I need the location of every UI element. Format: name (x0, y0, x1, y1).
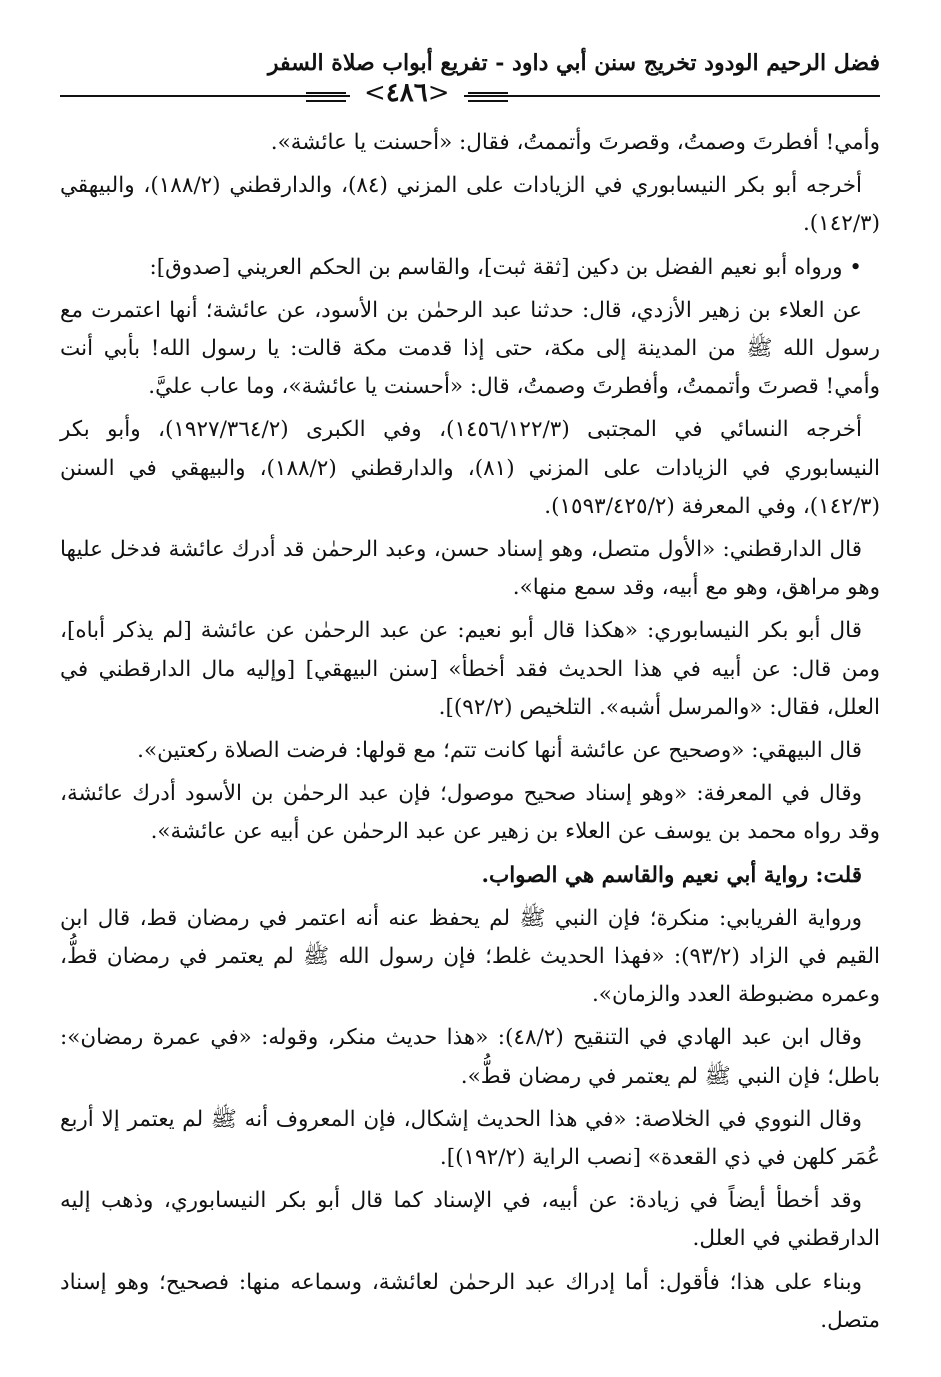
paragraph: قال الدارقطني: «الأول متصل، وهو إسناد حسن، وعبد الرحمٰن قد أدرك عائشة فدخل عليها وهو مراهق، وهو مع أبيه، وقد سمع منها». (60, 537, 880, 601)
ornament-right (468, 92, 508, 102)
ornament-left (306, 92, 346, 102)
paragraph: عن العلاء بن زهير الأزدي، قال: حدثنا عبد الرحمٰن بن الأسود، عن عائشة؛ أنها اعتمرت مع رسول الله ﷺ من المدينة إلى مكة، حتى إذا قدمت مكة قالت: يا رسول الله! بأبي أنت وأمي! قصرتَ وأتممتُ، وأفطرتَ وصمتُ، قال: «أحسنت يا عائشة»، وما عاب عليَّ. (60, 297, 880, 400)
paragraph: قال البيهقي: «وصحيح عن عائشة أنها كانت تتم؛ مع قولها: فرضت الصلاة ركعتين». (137, 738, 862, 764)
paragraph: قلت: رواية أبي نعيم والقاسم هي الصواب. (481, 862, 862, 888)
paragraph: وقال النووي في الخلاصة: «في هذا الحديث إشكال، فإن المعروف أنه ﷺ لم يعتمر إلا أربع عُمَر كلهن في ذي القعدة» [نصب الراية (١٩٢/٢)]. (60, 1106, 880, 1171)
paragraph: أخرجه النسائي في المجتبى (١٤٥٦/١٢٢/٣)، وفي الكبرى (١٩٢٧/٣٦٤/٢)، وأبو بكر النيسابوري في الزيادات على المزني (٨١)، والدارقطني (١٨٨/٢)، والبيهقي في السنن (١٤٢/٣)، وفي المعرفة (١٥٩٣/٤٢٥/٢). (60, 417, 880, 519)
paragraph: وقال في المعرفة: «وهو إسناد صحيح موصول؛ فإن عبد الرحمٰن بن الأسود أدرك عائشة، وقد رواه محمد بن يوسف عن العلاء بن زهير عن عبد الرحمٰن عن أبيه عن عائشة». (60, 781, 880, 845)
page-number: ٤٨٦ (385, 78, 428, 108)
paragraph: وبناء على هذا؛ فأقول: أما إدراك عبد الرحمٰن لعائشة، وسماعه منها: فصحيح؛ وهو إسناد متصل. (60, 1269, 880, 1333)
running-title: فضل الرحيم الودود تخريج سنن أبي داود - تفريع أبواب صلاة السفر (267, 50, 880, 76)
paragraph: قال أبو بكر النيسابوري: «هكذا قال أبو نعيم: عن عبد الرحمٰن عن عائشة [لم يذكر أباه]، ومن قال: عن أبيه في هذا الحديث فقد أخطأ» [سنن البيهقي] [وإليه مال الدارقطني في العلل، فقال: «والمرسل أشبه». التلخيص (٩٢/٢)]. (60, 618, 880, 720)
paragraph: وأمي! أفطرتَ وصمتُ، وقصرتَ وأتممتُ، فقال: «أحسنت يا عائشة». (270, 130, 880, 155)
page-header (60, 40, 880, 108)
book-page (60, 40, 880, 1345)
paragraph: ورواية الفريابي: منكرة؛ فإن النبي ﷺ لم يحفظ عنه أنه اعتمر في رمضان قط، قال ابن القيم في الزاد (٩٣/٢): «فهذا الحديث غلط؛ فإن رسول الله ﷺ لم يعتمر في رمضان قطُّ، وعمره مضبوطة العدد والزمان». (60, 905, 880, 1008)
paragraph: أخرجه أبو بكر النيسابوري في الزيادات على المزني (٨٤)، والدارقطني (١٨٨/٢)، والبيهقي (١٤٢/٣). (60, 173, 880, 237)
paragraph: وقال ابن عبد الهادي في التنقيح (٤٨/٢): «هذا حديث منكر، وقوله: «في عمرة رمضان»: باطل؛ فإن النبي ﷺ لم يعتمر في رمضان قطُّ». (60, 1025, 880, 1089)
page-body (60, 124, 880, 1340)
paragraph: وقد أخطأ أيضاً في زيادة: عن أبيه، في الإسناد كما قال أبو بكر النيسابوري، وذهب إليه الدارقطني في العلل. (60, 1188, 880, 1252)
page-number-badge: <٤٨٦> (350, 78, 464, 108)
paragraph: • ورواه أبو نعيم الفضل بن دكين [ثقة ثبت]، والقاسم بن الحكم العريني [صدوق]: (149, 254, 862, 280)
